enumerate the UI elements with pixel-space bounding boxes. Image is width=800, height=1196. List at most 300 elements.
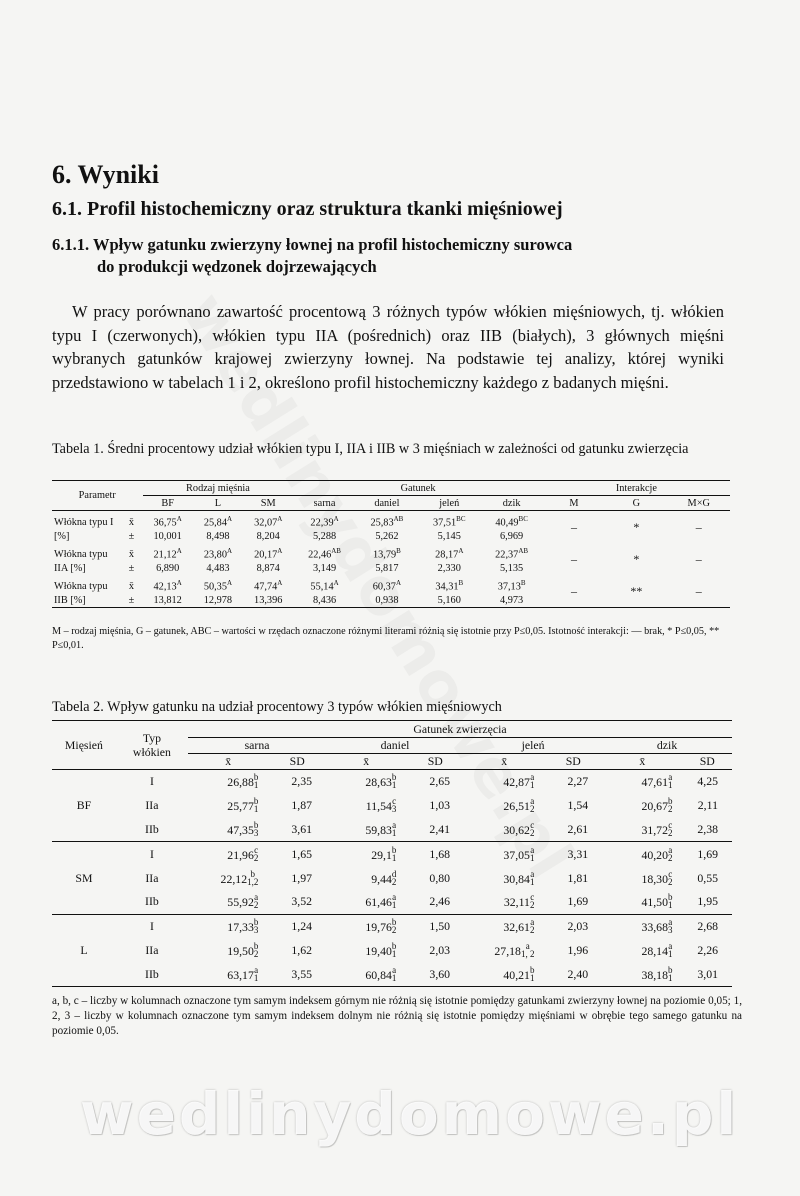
t1-interaction-cell: * — [633, 519, 640, 534]
t2-sd-cell: 2,26 — [697, 942, 718, 957]
t1-mean-sig: A — [277, 515, 283, 524]
t2-mean-cell — [188, 890, 268, 914]
t2-sd-cell: 1,87 — [291, 798, 313, 813]
t1-mean-sig: A — [277, 547, 283, 556]
t2-mean-value: 31,72 — [641, 822, 668, 837]
t2-index — [668, 918, 673, 934]
t2-index-upper: b — [253, 917, 259, 928]
t2-mean-cell — [602, 914, 682, 938]
table2 — [52, 720, 732, 987]
t1-mean-cell — [143, 575, 193, 593]
t2-fiber-type: I — [149, 846, 154, 861]
t1-mean-sig: A — [458, 547, 464, 556]
t2-fiber-type: IIa — [145, 870, 159, 885]
t2-index-lower: 1 — [529, 780, 535, 791]
t1-interaction-cell: – — [695, 519, 702, 534]
t2-mean-value: 40,20 — [641, 847, 668, 862]
t2-index-lower: 1 — [667, 972, 673, 983]
t1-mean-value: 25,84 — [203, 517, 227, 529]
t2-index-upper: a — [254, 892, 259, 903]
subsubsection-heading — [52, 234, 742, 278]
t2-mean-value: 19,50 — [227, 943, 254, 958]
t1-mean-value: 50,35 — [203, 581, 227, 593]
t2-index-lower: 1 — [253, 780, 259, 791]
t2-row — [52, 842, 732, 866]
t1-sd-cell: 8,874 — [256, 562, 280, 574]
t2-sd-cell: 1,62 — [291, 942, 313, 957]
t1-sd-cell: 8,204 — [256, 530, 280, 542]
t2-header-mean: x̄ — [326, 754, 406, 770]
t1-mean-cell — [193, 575, 243, 593]
t1-mean-cell — [143, 511, 193, 530]
t1-mean-cell — [480, 575, 542, 593]
t2-mean-value: 40,21 — [503, 967, 530, 982]
t1-sd-cell: 5,262 — [375, 530, 399, 542]
t2-index-lower: 1 — [391, 852, 397, 863]
t2-mean-value: 42,87 — [503, 775, 530, 790]
t1-col-header: sarna — [293, 496, 355, 511]
t2-index — [530, 893, 535, 909]
t1-sd-cell: 8,436 — [293, 593, 355, 608]
t2-mean-value: 11,54 — [365, 799, 392, 814]
t2-row — [52, 890, 732, 914]
t1-sd-cell: 5,135 — [500, 562, 524, 574]
t2-fiber-type: I — [149, 774, 154, 789]
t1-interaction-cell: ** — [605, 575, 667, 608]
t1-mean-sig: A — [176, 547, 182, 556]
t2-mean-cell — [464, 866, 544, 890]
t2-mean-value: 19,40 — [365, 943, 392, 958]
t2-index — [254, 846, 259, 862]
t2-row — [52, 962, 732, 986]
t2-sd-cell: 1,96 — [567, 942, 589, 957]
footer-watermark: wedlinydomowe.pl — [80, 1080, 740, 1148]
t1-mean-cell — [293, 543, 355, 561]
t1-sd-symbol: ± — [128, 530, 135, 542]
t2-mean-cell — [464, 842, 544, 866]
t2-sd-cell: 2,46 — [406, 890, 464, 914]
t1-mean-sig: A — [176, 515, 182, 524]
t2-index-upper: b — [667, 796, 673, 807]
t2-mean-cell — [326, 914, 406, 938]
t1-mean-value: 25,83 — [370, 517, 394, 529]
t1-mean-sig: A — [226, 515, 233, 524]
t1-interaction-cell: – — [570, 519, 577, 534]
t2-mean-cell — [602, 890, 682, 914]
t2-mean-cell — [326, 939, 406, 963]
t2-mean-value: 32,11 — [503, 895, 530, 910]
t2-mean-cell — [464, 770, 544, 794]
t1-header-interakcje: Interakcje — [543, 481, 730, 496]
t1-mean-sig: A — [226, 547, 233, 556]
t2-mean-cell — [602, 962, 682, 986]
t2-muscle-label: L — [52, 914, 116, 986]
t2-mean-value: 55,92 — [227, 895, 254, 910]
t2-mean-cell — [188, 914, 268, 938]
t1-col-header: jeleń — [418, 496, 480, 511]
t2-sd-cell: 1,24 — [291, 919, 313, 934]
t2-mean-value: 30,62 — [503, 822, 530, 837]
t1-row-label-unit: IIB [%] — [52, 593, 120, 608]
t2-muscle-label: SM — [52, 842, 116, 914]
t1-header-gatunek: Gatunek — [293, 481, 542, 496]
t2-mean-cell — [602, 794, 682, 818]
t2-index-upper: b — [391, 917, 397, 928]
t2-mean-cell — [188, 770, 268, 794]
t2-header-species: daniel — [326, 738, 464, 754]
t2-mean-value: 28,63 — [365, 775, 392, 790]
t2-index-upper: d — [391, 868, 397, 879]
t2-sd-cell: 2,40 — [544, 962, 602, 986]
t1-mean-cell — [243, 543, 293, 561]
t2-sd-cell: 3,01 — [682, 962, 732, 986]
table2-caption: Tabela 2. Wpływ gatunku na udział procentowy 3 typów włókien mięśniowych — [52, 699, 502, 715]
t2-header-mean: x̄ — [188, 754, 268, 770]
t1-sd-cell: 12,978 — [193, 593, 243, 608]
t2-index — [530, 870, 535, 886]
t2-row — [52, 939, 732, 963]
t1-sd-cell: 5,145 — [437, 530, 461, 542]
t2-index-lower: 2 — [667, 852, 673, 863]
t1-interaction-cell: – — [668, 575, 730, 608]
t1-header-rodzaj: Rodzaj mięśnia — [143, 481, 294, 496]
t1-mean-value: 55,14 — [310, 581, 334, 593]
t1-mean-cell — [356, 543, 418, 561]
t1-mean-symbol: x̄ — [128, 548, 135, 560]
t1-row-mean — [52, 543, 730, 561]
t2-index-lower: 1, 2 — [520, 948, 535, 959]
t2-index-lower: 2 — [667, 827, 673, 838]
t2-mean-cell — [188, 962, 268, 986]
t1-col-header: L — [193, 496, 243, 511]
t2-index — [392, 942, 397, 958]
t2-index-lower: 1 — [391, 780, 397, 791]
t1-mean-cell — [243, 511, 293, 530]
t1-sd-cell: 5,817 — [375, 562, 399, 574]
t2-index-lower: 2 — [391, 876, 397, 887]
t2-sd-cell: 3,61 — [268, 818, 326, 842]
t2-fiber-type: I — [149, 919, 154, 934]
t2-sd-cell: 3,60 — [406, 962, 464, 986]
t2-header-typ-line1: Typ — [142, 731, 162, 745]
t2-mean-cell — [464, 794, 544, 818]
t2-index-lower: 3 — [253, 827, 259, 838]
table1 — [52, 480, 730, 608]
t2-index-lower: 1 — [667, 780, 673, 791]
t1-row-label: Włókna typu — [54, 580, 108, 592]
t1-col-header: SM — [243, 496, 293, 511]
t1-mean-value: 20,17 — [254, 549, 278, 561]
t2-mean-value: 63,17 — [227, 967, 254, 982]
t2-index — [668, 870, 673, 886]
table1-footnote: M – rodzaj mięśnia, G – gatunek, ABC – wartości w rzędach oznaczone różnymi literami różnią się istotnie przy P≤0,05. Istotność interakcji: — brak, * P≤0,05, ** P≤0,01. — [52, 626, 720, 651]
t2-mean-cell — [188, 794, 268, 818]
t1-mean-symbol: x̄ — [128, 580, 135, 592]
t2-index — [668, 846, 673, 862]
t2-sd-cell: 3,52 — [268, 890, 326, 914]
t2-fiber-type: IIb — [116, 962, 188, 986]
t2-sd-cell: 2,35 — [291, 774, 313, 789]
t2-index-upper: a — [530, 772, 535, 783]
subsubsection-heading-line2: do produkcji wędzonek dojrzewających — [97, 257, 377, 276]
t2-mean-value: 30,84 — [503, 871, 530, 886]
t2-index-lower: 1 — [667, 948, 673, 959]
t2-sd-cell: 1,65 — [291, 846, 313, 861]
t2-index-lower: 1 — [391, 948, 397, 959]
t2-mean-value: 27,18 — [494, 943, 521, 958]
t2-mean-cell — [464, 890, 544, 914]
t1-row-label: Włókna typu I — [54, 516, 114, 528]
t2-row — [52, 914, 732, 938]
t2-mean-value: 17,33 — [227, 920, 254, 935]
t2-sd-cell: 3,55 — [268, 962, 326, 986]
section-heading: 6. Wyniki — [52, 160, 159, 189]
t2-index-lower: 1 — [253, 804, 259, 815]
t1-mean-symbol: x̄ — [128, 516, 135, 528]
t2-mean-value: 20,67 — [641, 799, 668, 814]
t1-mean-cell — [356, 575, 418, 593]
t2-mean-cell — [326, 794, 406, 818]
t1-sd-cell: 6,890 — [156, 562, 180, 574]
t1-mean-value: 40,49 — [495, 517, 519, 529]
t2-index-lower: 1 — [253, 972, 259, 983]
t2-mean-cell — [464, 939, 544, 963]
t2-header-gatunek: Gatunek zwierzęcia — [188, 721, 732, 738]
t2-mean-cell — [188, 818, 268, 842]
t2-mean-cell — [602, 939, 682, 963]
t2-index-upper: a — [254, 964, 259, 975]
t2-index — [254, 966, 259, 982]
t2-index — [668, 893, 673, 909]
t2-mean-value: 47,61 — [641, 775, 668, 790]
t1-sd-cell: 13,812 — [143, 593, 193, 608]
t2-index — [530, 773, 535, 789]
t2-index — [668, 821, 673, 837]
t2-sd-cell: 2,41 — [406, 818, 464, 842]
table1-caption: Tabela 1. Średni procentowy udział włókien typu I, IIA i IIB w 3 mięśniach w zależności od gatunku zwierzęcia — [52, 441, 689, 457]
t1-mean-value: 47,74 — [254, 581, 278, 593]
t2-header-sd: SD — [406, 754, 464, 770]
t1-mean-sig: AB — [331, 547, 341, 556]
t2-sd-cell: 2,03 — [567, 919, 589, 934]
t1-mean-value: 28,17 — [435, 549, 459, 561]
t1-mean-value: 13,79 — [372, 549, 397, 561]
t2-index-lower: 3 — [667, 925, 673, 936]
t2-index-upper: b — [253, 819, 259, 830]
subsubsection-heading-line1: 6.1.1. Wpływ gatunku zwierzyny łownej na profil histochemiczny surowca — [52, 235, 573, 254]
t2-index-upper: a — [392, 819, 397, 830]
t1-mean-value: 32,07 — [254, 517, 278, 529]
t1-mean-value: 36,75 — [153, 517, 177, 529]
t2-index — [392, 773, 397, 789]
t1-sd-cell: 6,969 — [500, 530, 524, 542]
t2-mean-value: 9,44 — [371, 871, 392, 886]
t1-sd-cell: 10,001 — [153, 530, 182, 542]
t1-row-mean — [52, 575, 730, 593]
t2-header-species: jeleń — [464, 738, 602, 754]
t2-index-upper: c — [668, 868, 673, 879]
t1-sd-cell: 5,288 — [312, 530, 337, 542]
t2-index-lower: 1 — [529, 852, 535, 863]
t2-header-mean: x̄ — [464, 754, 544, 770]
t2-index-lower: 1 — [391, 827, 397, 838]
t2-row — [52, 866, 732, 890]
t2-index-upper: b — [253, 796, 259, 807]
t2-mean-value: 33,68 — [641, 920, 668, 935]
t2-header-sd: SD — [268, 754, 326, 770]
t2-index — [254, 942, 259, 958]
t1-interaction-cell: – — [570, 551, 577, 566]
t2-index — [392, 918, 397, 934]
t2-index-lower: 1 — [391, 900, 397, 911]
t2-sd-cell: 2,68 — [697, 919, 718, 934]
t2-header-typ — [116, 721, 188, 770]
t1-row-label-unit: [%] — [54, 530, 70, 542]
t1-col-header: BF — [143, 496, 193, 511]
t1-mean-value: 37,13 — [497, 581, 521, 593]
t1-col-header: daniel — [356, 496, 418, 511]
t2-sd-cell: 1,68 — [429, 846, 451, 861]
t2-header-species: sarna — [188, 738, 326, 754]
t2-index — [254, 893, 259, 909]
t1-mean-cell — [480, 511, 542, 530]
t2-sd-cell: 1,69 — [697, 846, 718, 861]
t2-mean-cell — [602, 866, 682, 890]
t2-sd-cell: 0,55 — [697, 870, 718, 885]
t2-mean-value: 26,88 — [227, 775, 254, 790]
t2-index-lower: 2 — [529, 827, 535, 838]
t2-mean-value: 21,96 — [227, 847, 254, 862]
t2-index-upper: b — [529, 964, 535, 975]
t2-index — [254, 918, 259, 934]
t2-mean-cell — [188, 842, 268, 866]
t1-sd-cell: 13,396 — [243, 593, 293, 608]
t2-mean-cell — [188, 939, 268, 963]
t2-index-lower: 2 — [529, 925, 535, 936]
t2-index — [254, 773, 259, 789]
t2-index-upper: a — [392, 964, 397, 975]
t2-mean-cell — [188, 866, 268, 890]
t2-sd-cell: 1,03 — [429, 798, 451, 813]
t2-index-upper: a — [530, 917, 535, 928]
t2-index — [530, 797, 535, 813]
t1-sd-cell: 5,160 — [418, 593, 480, 608]
t2-mean-cell — [326, 890, 406, 914]
t1-mean-value: 37,51 — [433, 517, 457, 529]
t2-index-lower: 3 — [253, 925, 259, 936]
t1-sd-cell: 2,330 — [437, 562, 461, 574]
t2-row — [52, 770, 732, 794]
subsection-heading: 6.1. Profil histochemiczny oraz struktura tkanki mięśniowej — [52, 198, 563, 220]
t2-row — [52, 818, 732, 842]
t1-mean-sig: A — [333, 515, 339, 524]
t2-mean-value: 19,76 — [365, 920, 392, 935]
t2-index-upper: b — [667, 964, 673, 975]
t1-mean-cell — [243, 575, 293, 593]
t2-index-upper: a — [530, 796, 535, 807]
t2-mean-value: 32,61 — [503, 920, 530, 935]
t2-mean-cell — [602, 818, 682, 842]
t1-mean-cell — [193, 543, 243, 561]
t2-mean-value: 28,14 — [641, 943, 668, 958]
t2-index — [392, 846, 397, 862]
t2-index-upper: a — [668, 940, 673, 951]
t1-mean-sig: A — [226, 579, 233, 588]
t2-index-upper: b — [391, 940, 397, 951]
t2-index-upper: a — [530, 844, 535, 855]
t2-index-lower: 1 — [667, 900, 673, 911]
t1-mean-value: 22,37 — [495, 549, 519, 561]
t2-sd-cell: 4,25 — [697, 774, 718, 789]
t2-mean-cell — [464, 818, 544, 842]
t2-body — [52, 770, 732, 987]
t1-mean-cell — [193, 511, 243, 530]
t2-sd-cell: 2,03 — [429, 942, 451, 957]
t1-col-header: dzik — [480, 496, 542, 511]
t2-index — [530, 918, 535, 934]
t2-index — [668, 966, 673, 982]
t1-mean-cell — [356, 511, 418, 530]
t2-mean-value: 37,05 — [503, 847, 530, 862]
intro-paragraph: W pracy porównano zawartość procentową 3 różnych typów włókien mięśniowych, tj. włókien typu I (czerwonych), włókien typu IIA (pośrednich) oraz IIB (białych), 3 głównych mięśni wybranych gatunków krajowej zwierzyny łownej. Na podstawie tej analizy, której wyniki przedstawiono w tabelach 1 i 2, określono profil histochemiczny każdego z badanych mięśni. — [52, 302, 724, 392]
t2-mean-value: 18,30 — [641, 871, 668, 886]
t1-mean-sig: B — [396, 547, 401, 556]
t1-sd-cell: 3,149 — [312, 562, 337, 574]
t2-index-upper: b — [667, 892, 673, 903]
t2-index — [254, 821, 259, 837]
t2-fiber-type: IIa — [145, 798, 159, 813]
t2-index-lower: 1 — [391, 972, 397, 983]
t1-mean-sig: B — [520, 579, 526, 588]
t1-interaction-cell: – — [543, 575, 605, 608]
t2-index-lower: 2 — [253, 852, 259, 863]
t1-mean-cell — [418, 511, 480, 530]
t1-row-label: Włókna typu — [54, 548, 108, 560]
t1-col-header: M — [543, 496, 605, 511]
t2-sd-cell: 2,11 — [697, 798, 718, 813]
t2-index-lower: 2 — [253, 948, 259, 959]
t1-sd-cell: 8,498 — [206, 530, 230, 542]
t2-index-upper: a — [668, 772, 673, 783]
t2-mean-cell — [326, 818, 406, 842]
t2-sd-cell: 3,31 — [567, 846, 589, 861]
t2-index-upper: a — [392, 892, 397, 903]
t1-mean-sig: A — [176, 579, 182, 588]
t2-index-lower: 2 — [253, 900, 259, 911]
t1-mean-sig: A — [333, 579, 339, 588]
t2-index-lower: 2 — [529, 900, 535, 911]
t1-sd-symbol: ± — [128, 562, 135, 574]
t1-mean-sig: AB — [393, 515, 404, 524]
t1-mean-cell — [480, 543, 542, 561]
t2-index-lower: 2 — [667, 876, 673, 887]
t1-interaction-cell: * — [633, 551, 640, 566]
t2-sd-cell: 2,38 — [682, 818, 732, 842]
t2-mean-cell — [464, 914, 544, 938]
t1-mean-cell — [418, 575, 480, 593]
t1-mean-cell — [293, 511, 355, 530]
t2-index-upper: a — [525, 940, 530, 951]
t1-mean-sig: A — [277, 579, 283, 588]
t2-header-sd: SD — [544, 754, 602, 770]
t2-index-upper: c — [254, 844, 259, 855]
t2-sd-cell: 1,69 — [544, 890, 602, 914]
t1-mean-value: 60,37 — [372, 581, 396, 593]
t2-index-upper: b — [253, 940, 259, 951]
t2-index-upper: b — [250, 868, 255, 879]
t2-index — [392, 821, 397, 837]
t1-row-mean — [52, 511, 730, 530]
